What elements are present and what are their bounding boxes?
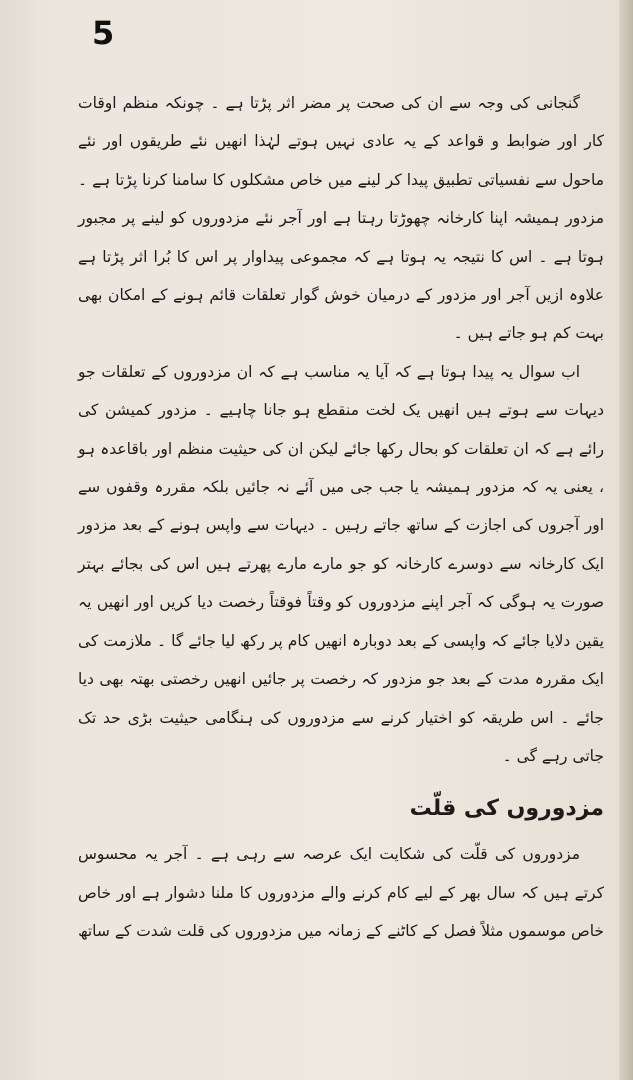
section-heading: مزدوروں کی قلّت: [409, 796, 604, 822]
paragraph-2: اب سوال یہ پیدا ہوتا ہے کہ آیا یہ مناسب ہے کہ ان مزدوروں کے تعلقات جو دیہات سے ہوتے ہیں انھیں یک لخت منقطع ہو جانا چاہیے ۔ مزدور کمیشن کی رائے ہے کہ ان تعلقات کو بحال رکھا جائے لیکن ان کی حیثیت منظم اور باقاعدہ ہو ، یعنی یہ کہ مزدور ہمیشہ یا جب جی میں آئے نہ جائیں بلکہ مقررہ وقفوں سے اور آجروں کی اجازت کے ساتھ جاتے رہیں ۔ دیہات سے واپس ہونے کے بعد مزدور ایک کارخانہ سے دوسرے کارخانہ کو جو مارے مارے پھرتے ہیں اس کی بجائے بہتر صورت یہ ہوگی کہ آجر اپنے مزدوروں کو وقتاً فوقتاً رخصت دیا کریں اور انھیں یہ یقین دلایا جائے کہ واپسی کے بعد دوبارہ انھیں کام پر رکھ لیا جائے گا ۔ ملازمت کی ایک مقررہ مدت کے بعد جو مزدور کہ رخصت پر جائیں انھیں رخصتی بھتہ بھی دیا جائے ۔ اس طریقہ کو اختیار کرنے سے مزدوروں کی ہنگامی حیثیت بڑی حد تک جاتی رہے گی ۔: [78, 362, 604, 765]
paragraph-1: گنجانی کی وجہ سے ان کی صحت پر مضر اثر پڑتا ہے ۔ چونکہ منظم اوقات کار اور ضوابط و قواعد کے یہ عادی نہیں ہوتے لہٰذا انھیں نئے طریقوں اور نئے ماحول سے نفسیاتی تطبیق پیدا کر لینے میں خاص مشکلوں کا سامنا کرنا پڑتا ہے ۔ مزدور ہمیشہ اپنا کارخانہ چھوڑتا رہتا ہے اور آجر نئے مزدوروں کو لینے پر مجبور ہوتا ہے ۔ اس کا نتیجہ یہ ہوتا ہے کہ مجموعی پیداوار پر اس کا بُرا اثر پڑتا ہے علاوہ ازیں آجر اور مزدور کے درمیان خوش گوار تعلقات قائم ہونے کے امکان بھی بہت کم ہو جاتے ہیں ۔: [78, 94, 604, 343]
paragraph-3: مزدوروں کی قلّت کی شکایت ایک عرصہ سے رہی ہے ۔ آجر یہ محسوس کرتے ہیں کہ سال بھر کے لیے کام کرنے والے مزدوروں کا ملنا دشوار ہے اور خاص خاص موسموں مثلاً فصل کے کاٹنے کے زمانہ میں مزدوروں کی قلت شدت کے ساتھ: [78, 845, 604, 941]
page-edge: [619, 0, 633, 1080]
page-number: 5: [92, 14, 115, 52]
page-body: [78, 84, 604, 951]
